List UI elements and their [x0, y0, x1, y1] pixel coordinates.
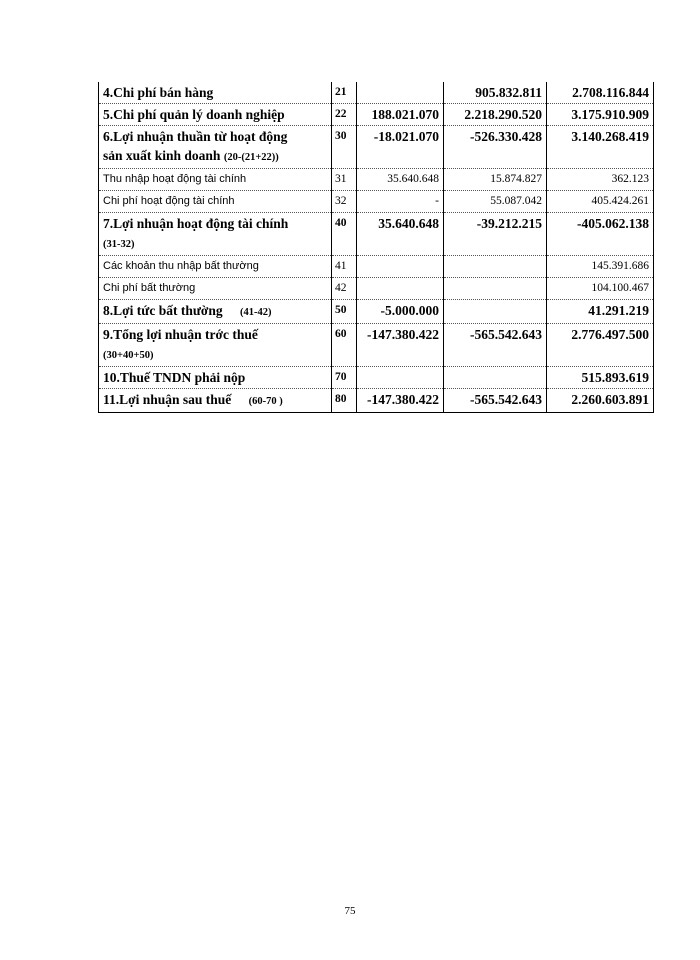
row-label: [99, 256, 332, 278]
row-label: [99, 367, 332, 389]
income-statement-table: [98, 82, 654, 413]
row-code: 22: [332, 104, 357, 126]
table-row: [99, 82, 654, 104]
row-value-v2: -565.542.643: [444, 389, 547, 413]
table-row: [99, 389, 654, 413]
row-label-text: 7.Lợi nhuận hoạt động tài chính: [103, 216, 289, 231]
row-code: 60: [332, 324, 357, 367]
page-number: 75: [344, 905, 356, 917]
table-row: [99, 278, 654, 300]
row-label-text: Các khoản thu nhập bất thường: [103, 260, 259, 272]
row-label-text: 11.Lợi nhuận sau thuế: [103, 392, 232, 407]
table-row: [99, 213, 654, 256]
row-value-v2: 15.874.827: [444, 169, 547, 191]
row-value-v3: 41.291.219: [547, 300, 654, 324]
row-code: 41: [332, 256, 357, 278]
row-code: 32: [332, 191, 357, 213]
row-code: 50: [332, 300, 357, 324]
table-row: [99, 256, 654, 278]
row-label: [99, 324, 332, 367]
row-formula: (31-32): [103, 239, 135, 250]
row-value-v3: -405.062.138: [547, 213, 654, 256]
row-value-v2: [444, 256, 547, 278]
row-formula: (20-(21+22)): [223, 152, 279, 163]
row-value-v1: 188.021.070: [357, 104, 444, 126]
row-value-v3: 2.260.603.891: [547, 389, 654, 413]
row-value-v2: 2.218.290.520: [444, 104, 547, 126]
row-value-v1: -: [357, 191, 444, 213]
row-label: [99, 278, 332, 300]
row-label: [99, 300, 332, 324]
row-value-v3: 362.123: [547, 169, 654, 191]
row-label: [99, 389, 332, 413]
table-row: [99, 191, 654, 213]
row-label: [99, 126, 332, 169]
row-value-v1: -147.380.422: [357, 324, 444, 367]
row-code: 40: [332, 213, 357, 256]
row-value-v2: -565.542.643: [444, 324, 547, 367]
row-code: 21: [332, 82, 357, 104]
row-value-v3: 2.776.497.500: [547, 324, 654, 367]
row-value-v2: 905.832.811: [444, 82, 547, 104]
row-value-v1: 35.640.648: [357, 213, 444, 256]
row-label-text: Thu nhập hoạt động tài chính: [103, 173, 247, 185]
row-value-v2: -39.212.215: [444, 213, 547, 256]
row-value-v1: -147.380.422: [357, 389, 444, 413]
table-row: [99, 126, 654, 169]
row-value-v3: 3.140.268.419: [547, 126, 654, 169]
row-label-text: Chi phí hoạt động tài chính: [103, 195, 235, 207]
table-body: [99, 82, 654, 413]
row-code: 42: [332, 278, 357, 300]
row-value-v1: [357, 278, 444, 300]
row-value-v2: [444, 367, 547, 389]
row-value-v3: 515.893.619: [547, 367, 654, 389]
row-value-v1: 35.640.648: [357, 169, 444, 191]
row-formula: (41-42): [240, 307, 272, 318]
row-code: 30: [332, 126, 357, 169]
row-label-text: 8.Lợi tức bất thường: [103, 303, 223, 318]
row-value-v3: 405.424.261: [547, 191, 654, 213]
row-formula: (60-70 ): [248, 396, 283, 407]
row-value-v1: [357, 367, 444, 389]
row-label: [99, 169, 332, 191]
table-row: [99, 300, 654, 324]
row-label-text: 4.Chi phí bán hàng: [103, 85, 214, 100]
table-row: [99, 169, 654, 191]
row-code: 80: [332, 389, 357, 413]
row-label-text: 5.Chi phí quản lý doanh nghiệp: [103, 107, 285, 122]
row-value-v2: [444, 300, 547, 324]
row-label: [99, 104, 332, 126]
row-value-v1: -5.000.000: [357, 300, 444, 324]
row-label-text: Chi phí bất thường: [103, 282, 196, 294]
row-value-v3: 2.708.116.844: [547, 82, 654, 104]
row-label-text: 10.Thuế TNDN phải nộp: [103, 370, 246, 385]
table-row: [99, 324, 654, 367]
row-value-v2: 55.087.042: [444, 191, 547, 213]
row-value-v3: 104.100.467: [547, 278, 654, 300]
row-value-v3: 145.391.686: [547, 256, 654, 278]
row-value-v1: [357, 256, 444, 278]
row-label: [99, 82, 332, 104]
row-value-v2: [444, 278, 547, 300]
row-label-line2: sản xuất kinh doanh: [103, 148, 221, 163]
table-row: [99, 367, 654, 389]
row-code: 70: [332, 367, 357, 389]
row-label: [99, 191, 332, 213]
row-label: [99, 213, 332, 256]
row-value-v2: -526.330.428: [444, 126, 547, 169]
row-label-text: 9.Tổng lợi nhuận trớc thuế: [103, 327, 258, 342]
row-formula: (30+40+50): [103, 350, 154, 361]
row-value-v1: [357, 82, 444, 104]
row-label-text: 6.Lợi nhuận thuần từ hoạt động: [103, 129, 288, 144]
row-code: 31: [332, 169, 357, 191]
row-value-v3: 3.175.910.909: [547, 104, 654, 126]
table-row: [99, 104, 654, 126]
row-value-v1: -18.021.070: [357, 126, 444, 169]
